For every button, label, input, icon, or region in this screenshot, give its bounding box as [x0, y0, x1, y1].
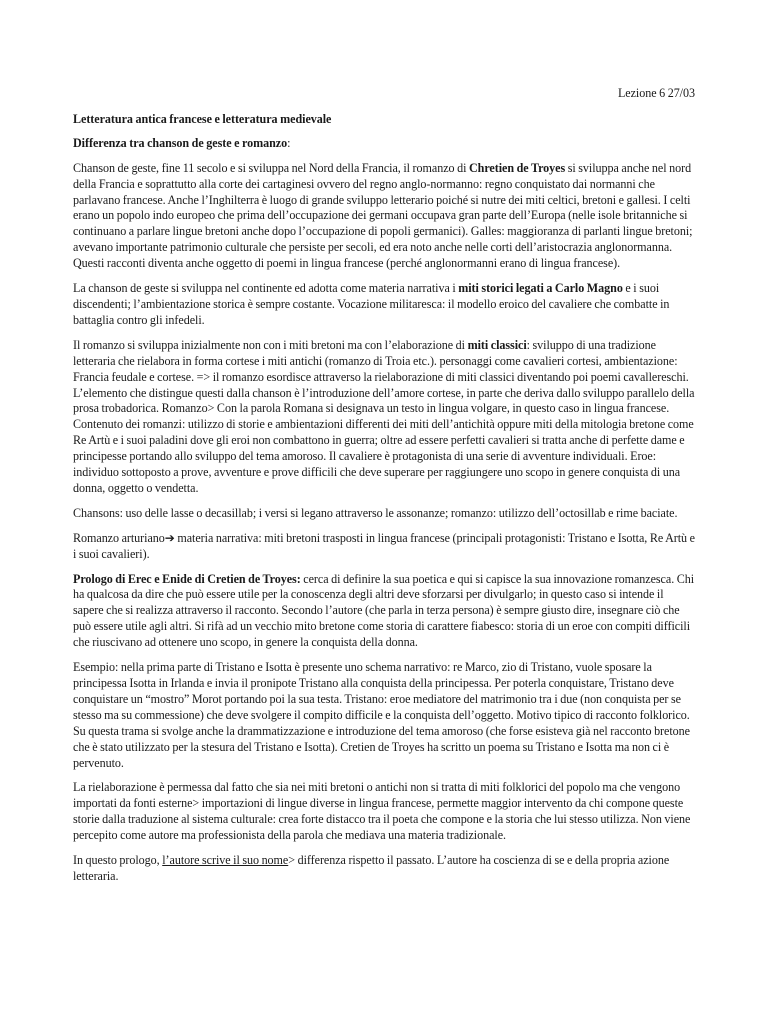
section-subtitle — [73, 136, 695, 152]
p7-text: Esempio: nella prima parte di Tristano e Isotta è presente uno schema narrativo: re Marco, zio di Tristano, vuole sposare la principessa Isotta in Irlanda e invia il pronipote Tristano alla conquista della principessa. Per poterla conquistare, Tristano deve conquistare un “mostro” Morot portando poi la sua testa. Tristano: eroe mediatore del matrimonio tra i due (non conquista per se stesso ma su commessione) che deve svolgere il compito difficile e la conquista dell’oggetto. Motivo tipico di racconto folklorico. Su questa trama si svolge anche la drammatizzazione e introduzione del tema amoroso (che forse esisteva già nel racconto bretone che è stato utilizzato per la stesura del Tristano e Isotta). Cretien de Troyes ha scritto un poema su Tristano e Isotta ma non ci è pervenuto. — [73, 660, 690, 770]
p1-author-name: Chretien de Troyes — [468, 160, 566, 175]
p2-text-c: e i suoi discendenti; l’ambientazione storica è sempre costante. Vocazione militaresca: il modello eroico del cavaliere che combatte in battaglia contro gli infedeli. — [73, 281, 670, 327]
lesson-reference: Lezione 6 27/03 — [617, 86, 695, 100]
subtitle-suffix: : — [287, 135, 291, 150]
subtitle-text: Differenza tra chanson de geste e romanzo — [73, 135, 288, 150]
paragraph-esempio-tristano — [73, 660, 695, 771]
paragraph-prologo-erec — [73, 572, 695, 652]
p5-text-b: materia narrativa: miti bretoni trasposti in lingua francese (principali protagonisti: Tristano e Isotta, Re Artù e i suoi cavalieri). — [73, 530, 695, 561]
p9-underlined-text: l’autore scrive il suo nome — [162, 853, 289, 868]
document-page — [73, 86, 695, 894]
document-title — [73, 112, 695, 128]
p3-bold-term: miti classici — [467, 337, 527, 352]
paragraph-romanzo — [73, 338, 695, 497]
p2-text-a: La chanson de geste si sviluppa nel continente ed adotta come materia narrativa i — [73, 281, 459, 296]
paragraph-chansons-metrica — [73, 506, 695, 522]
p6-text-c: cerca di definire la sua poetica e qui si capisce la sua innovazione romanzesca. Chi ha qualcosa da dire che può essere utile per la conoscenza degli altri deve sforzarsi per divulgarlo; in questo caso si intende il sapere che si realizza attraverso il racconto. Secondo l’autore (che parla in terza persona) è sempre giusto dire, insegnare ciò che può essere utile agli altri. Si rifà ad un vecchio mito bretone come storia di carattere fiabesco: storia di un eroe con compiti difficili che riuscivano ad ottenere uno scopo, in genere la conquista della donna. — [73, 571, 695, 650]
paragraph-romanzo-arturiano — [73, 531, 695, 563]
p1-text-c: si sviluppa anche nel nord della Francia e soprattutto alla corte dei cartaginesi ovvero del regno anglo-normanno: regno conquistato dai normanni che parlavano francese. Anche l’Inghilterra è luogo di grande sviluppo letterario poiché si nutre dei miti celtici, bretoni e gallesi. I celti erano un popolo indo europeo che prima dell’occupazione dei germani occupava gran parte dell’Europa (nelle isole britanniche si continuano a parlare lingue bretoni anche dopo l’occupazione di popoli germanici). Galles: maggioranza di parlanti lingue bretoni; avevano importante patrimonio culturale che persiste per secoli, ed era noto anche nelle corti dell’aristocrazia anglonormanna. Questi racconti diventa anche oggetto di poemi in lingua francese (perché anglonormanni erano di lingua francese). — [73, 160, 693, 271]
paragraph-chanson-de-geste — [73, 281, 695, 329]
p8-text: La rielaborazione è permessa dal fatto che sia nei miti bretoni o antichi non si tratta di miti folklorici del popolo ma che vengono importati da fonti esterne> importazioni di lingue diverse in lingua francese, permette maggior intervento da chi compone queste storie dalla traduzione al sistema culturale: crea forte distacco tra il poeta che compone e la storia che lui stesso utilizza. Non viene percepito come autore ma professionista della parola che mediava una materia tradizionale. — [73, 780, 691, 843]
p9-text-a: In questo prologo, — [73, 853, 163, 868]
p3-text-c: : sviluppo di una tradizione letteraria che rielabora in forma cortese i miti antichi (romanzo di Troia etc.). personaggi come cavalieri cortesi, ambientazione: Francia feudale e cortese. => il romanzo esordisce attraverso la rielaborazione di miti classici diventando poi poemi cavallereschi. L’elemento che distingue questi dalla chanson è l’introduzione dell’amore cortese, in parte che deriva dallo sviluppo parallelo della prosa trobadorica. Romanzo> Con la parola Romana si designava un testo in lingua volgare, in questo caso in lingua francese. Contenuto dei romanzi: utilizzo di storie e ambientazioni differenti dei miti dell’antichità oppure miti della mitologia bretone come Re Artù e i suoi paladini dove gli eroi non combattono in guerra; oltre ad essere perfetti cavalieri si tratta anche di perfette dame e principesse portando allo sviluppo del tema amoroso. Il cavaliere è protagonista di una serie di avventure individuali. Eroe: individuo sottoposto a prove, avventure e prove difficili che deve superare per raggiungere uno scopo in genere conquista di una donna, oggetto o vendetta. — [73, 337, 695, 495]
title-text: Letteratura antica francese e letteratura medievale — [73, 111, 332, 126]
p1-text-a: Chanson de geste, fine 11 secolo e si sviluppa nel Nord della Francia, il romanzo di — [73, 160, 469, 175]
paragraph-rielaborazione — [73, 780, 695, 844]
p3-text-a: Il romanzo si sviluppa inizialmente non con i miti bretoni ma con l’elaborazione di — [73, 337, 468, 352]
p4-text: Chansons: uso delle lasse o decasillab; i versi si legano attraverso le assonanze; romanzo: utilizzo dell’octosillab e rime baciate. — [73, 505, 678, 520]
p9-text-c: > differenza rispetto il passato. L’autore ha coscienza di se e della propria azione letteraria. — [73, 853, 670, 883]
p5-text-a: Romanzo arturiano — [73, 530, 165, 545]
right-arrow-icon: ➔ — [164, 530, 175, 545]
paragraph-prologo-autore — [73, 853, 695, 885]
paragraph-chanson-romanzo — [73, 161, 695, 272]
p2-bold-term: miti storici legati a Carlo Magno — [458, 281, 623, 296]
p6-bold-heading: Prologo di Erec e Enide di Cretien de Troyes: — [73, 571, 301, 586]
